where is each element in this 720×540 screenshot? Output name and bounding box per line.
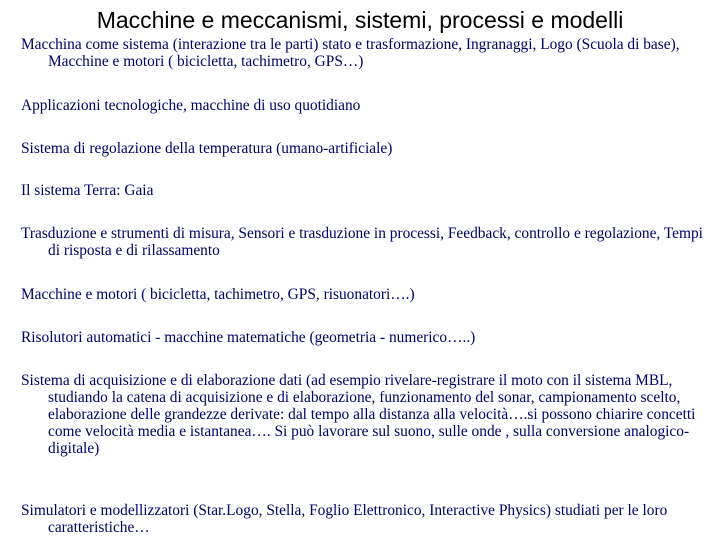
list-item: Simulatori e modellizzatori (Star.Logo, Stella, Foglio Elettronico, Interactive Physics) studiati per le loro caratteristiche…: [21, 502, 668, 536]
list-item: Sistema di acquisizione e di elaborazione dati (ad esempio rivelare-registrare il moto con il sistema MBL, studiando la catena di acquisizione e di elaborazione, funzionamento del sonar, campionamento scelto, elaborazione delle grandezze derivate: dal tempo alla distanza alla velocità….si possono chiarire concetti come velocità media e istantanea…. Si può lavorare sul suono, sulle onde , sulla conversione analogico-digitale): [21, 372, 696, 457]
list-item: Macchine e motori ( bicicletta, tachimetro, GPS, risuonatori….): [21, 286, 415, 303]
list-item: Macchina come sistema (interazione tra le parti) stato e trasformazione, Ingranaggi, Logo (Scuola di base), Macchine e motori ( bicicletta, tachimetro, GPS…): [21, 36, 680, 70]
slide-title: Macchine e meccanismi, sistemi, processi e modelli: [96, 7, 624, 33]
list-item: Sistema di regolazione della temperatura (umano-artificiale): [21, 140, 393, 157]
list-item: Applicazioni tecnologiche, macchine di uso quotidiano: [21, 97, 361, 114]
list-item: Risolutori automatici - macchine matematiche (geometria - numerico…..): [21, 329, 476, 346]
list-item: Trasduzione e strumenti di misura, Sensori e trasduzione in processi, Feedback, controllo e regolazione, Tempi di risposta e di rilassamento: [21, 225, 703, 259]
list-item: Il sistema Terra: Gaia: [21, 182, 154, 199]
